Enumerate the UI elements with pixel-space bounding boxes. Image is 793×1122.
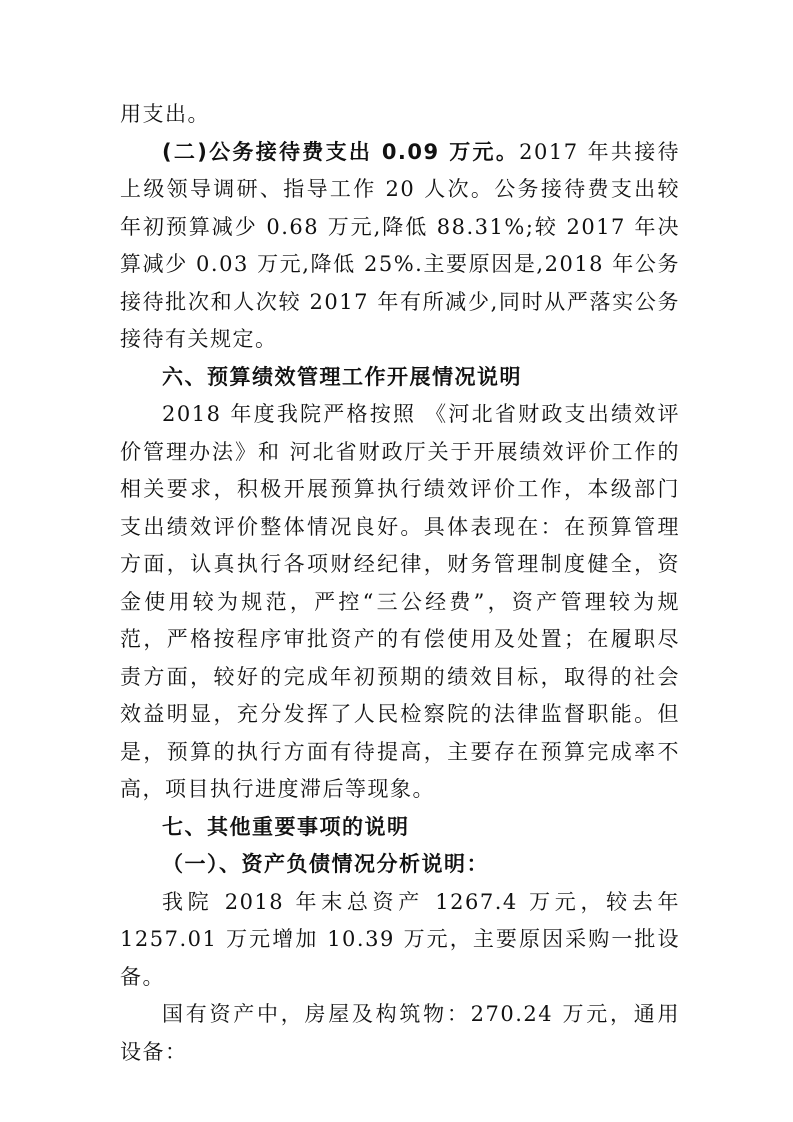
paragraph-assets: 我院 2018 年末总资产 1267.4 万元，较去年 1257.01 万元增加 10.39 万元，主要原因采购一批设备。 [120,889,680,989]
continuation-line: 用支出。 [120,102,210,126]
document-body [120,96,680,1071]
paragraph-reception [120,134,680,359]
paragraph-lead: (二)公务接待费支出 0.09 万元。 [162,139,520,164]
subsection-heading-1: （一）、资产负债情况分析说明： [162,852,489,876]
paragraph-state-assets: 国有资产中，房屋及构筑物：270.24 万元，通用设备： [120,1002,680,1064]
paragraph-performance: 2018 年度我院严格按照 《河北省财政支出绩效评价管理办法》和 河北省财政厅关于开展绩效评价工作的相关要求，积极开展预算执行绩效评价工作，本级部门支出绩效评价整体情况良好。具体表现在：在预算管理方面，认真执行各项财经纪律，财务管理制度健全，资金使用较为规范，严控“三公经费”，资产管理较为规范，严格按程序审批资产的有偿使用及处置；在履职尽责方面，较好的完成年初预期的绩效目标，取得的社会效益明显，充分发挥了人民检察院的法律监督职能。但是，预算的执行方面有待提高，主要存在预算完成率不高，项目执行进度滞后等现象。 [120,402,680,801]
paragraph-text: 2017 年共接待上级领导调研、指导工作 20 人次。公务接待费支出较年初预算减少 0.68 万元,降低 88.31%;较 2017 年决算减少 0.03 万元,降低 25%.主要原因是,2018 年公务接待批次和人次较 2017 年有所减少,同时从严落实公务接待有关规定。 [120,139,680,351]
section-heading-7: 七、其他重要事项的说明 [162,814,410,839]
section-heading-6: 六、预算绩效管理工作开展情况说明 [162,364,522,389]
